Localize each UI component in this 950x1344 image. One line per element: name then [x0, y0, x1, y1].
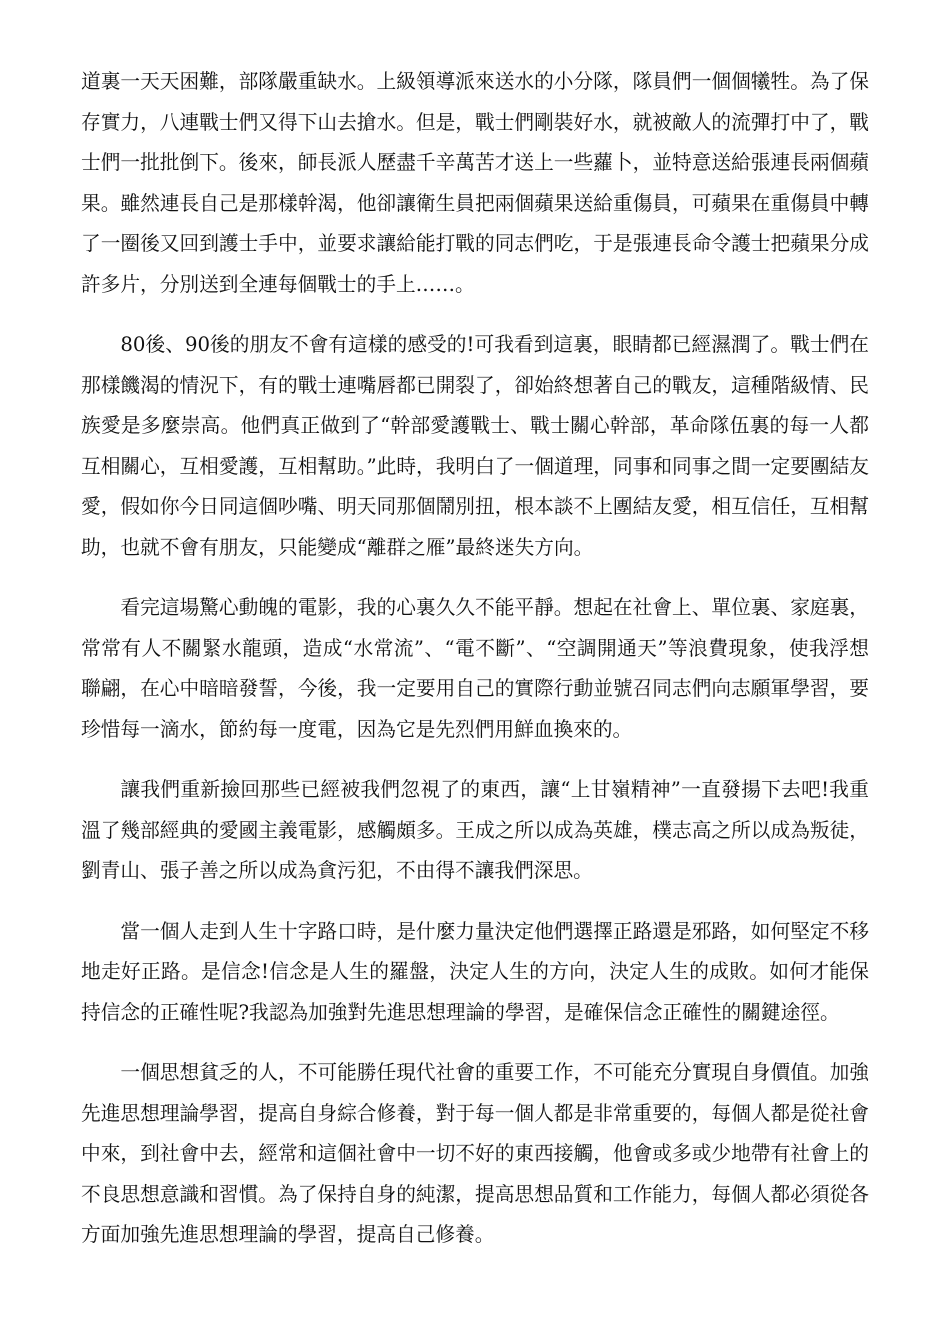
- paragraph: 看完這場驚心動魄的電影，我的心裏久久不能平靜。想起在社會上、單位裏、家庭裏，常常有人不關緊水龍頭，造成“水常流”、“電不斷”、“空調開通天”等浪費現象，使我浮想聯翩，在心中暗暗發誓，今後，我一定要用自己的實際行動並號召同志們向志願軍學習，要珍惜每一滴水，節約每一度電，因為它是先烈們用鮮血換來的。: [81, 596, 869, 741]
- paragraph: 當一個人走到人生十字路口時，是什麼力量決定他們選擇正路還是邪路，如何堅定不移地走好正路。是信念!信念是人生的羅盤，決定人生的方向，決定人生的成敗。如何才能保持信念的正確性呢?我認為加強對先進思想理論的學習，是確保信念正確性的關鍵途徑。: [81, 919, 869, 1024]
- document-body: [81, 62, 869, 1276]
- paragraph: 一個思想貧乏的人，不可能勝任現代社會的重要工作，不可能充分實現自身價值。加強先進思想理論學習，提高自身綜合修養，對于每一個人都是非常重要的，每個人都是從社會中來，到社會中去，經常和這個社會中一切不好的東西接觸，他會或多或少地帶有社會上的不良思想意識和習慣。為了保持自身的純潔，提高思想品質和工作能力，每個人都必須從各方面加強先進思想理論的學習，提高自己修養。: [81, 1061, 869, 1246]
- paragraph-continued: 道裏一天天困難，部隊嚴重缺水。上級領導派來送水的小分隊，隊員們一個個犧牲。為了保存實力，八連戰士們又得下山去搶水。但是，戰士們剛裝好水，就被敵人的流彈打中了，戰士們一批批倒下。後來，師長派人歷盡千辛萬苦才送上一些蘿卜，並特意送給張連長兩個蘋果。雖然連長自己是那樣幹渴，他卻讓衛生員把兩個蘋果送給重傷員，可蘋果在重傷員中轉了一圈後又回到護士手中，並要求讓給能打戰的同志們吃，于是張連長命令護士把蘋果分成許多片，分別送到全連每個戰士的手上……。: [81, 70, 869, 296]
- paragraph: 80後、90後的朋友不會有這樣的感受的!可我看到這裏，眼睛都已經濕潤了。戰士們在那樣饑渴的情況下，有的戰士連嘴唇都已開裂了，卻始終想著自己的戰友，這種階級情、民族愛是多麼崇高。他們真正做到了“幹部愛護戰士、戰士關心幹部，革命隊伍裏的每一人都互相關心，互相愛護，互相幫助。”此時，我明白了一個道理，同事和同事之間一定要團結友愛，假如你今日同這個吵嘴、明天同那個鬧別扭，根本談不上團結友愛，相互信任，互相幫助，也就不會有朋友，只能變成“離群之雁”最終迷失方向。: [81, 333, 869, 559]
- paragraph: 讓我們重新撿回那些已經被我們忽視了的東西，讓“上甘嶺精神”一直發揚下去吧!我重溫了幾部經典的愛國主義電影，感觸頗多。王成之所以成為英雄，樸志高之所以成為叛徒，劉青山、張子善之所以成為貪污犯，不由得不讓我們深思。: [81, 778, 869, 882]
